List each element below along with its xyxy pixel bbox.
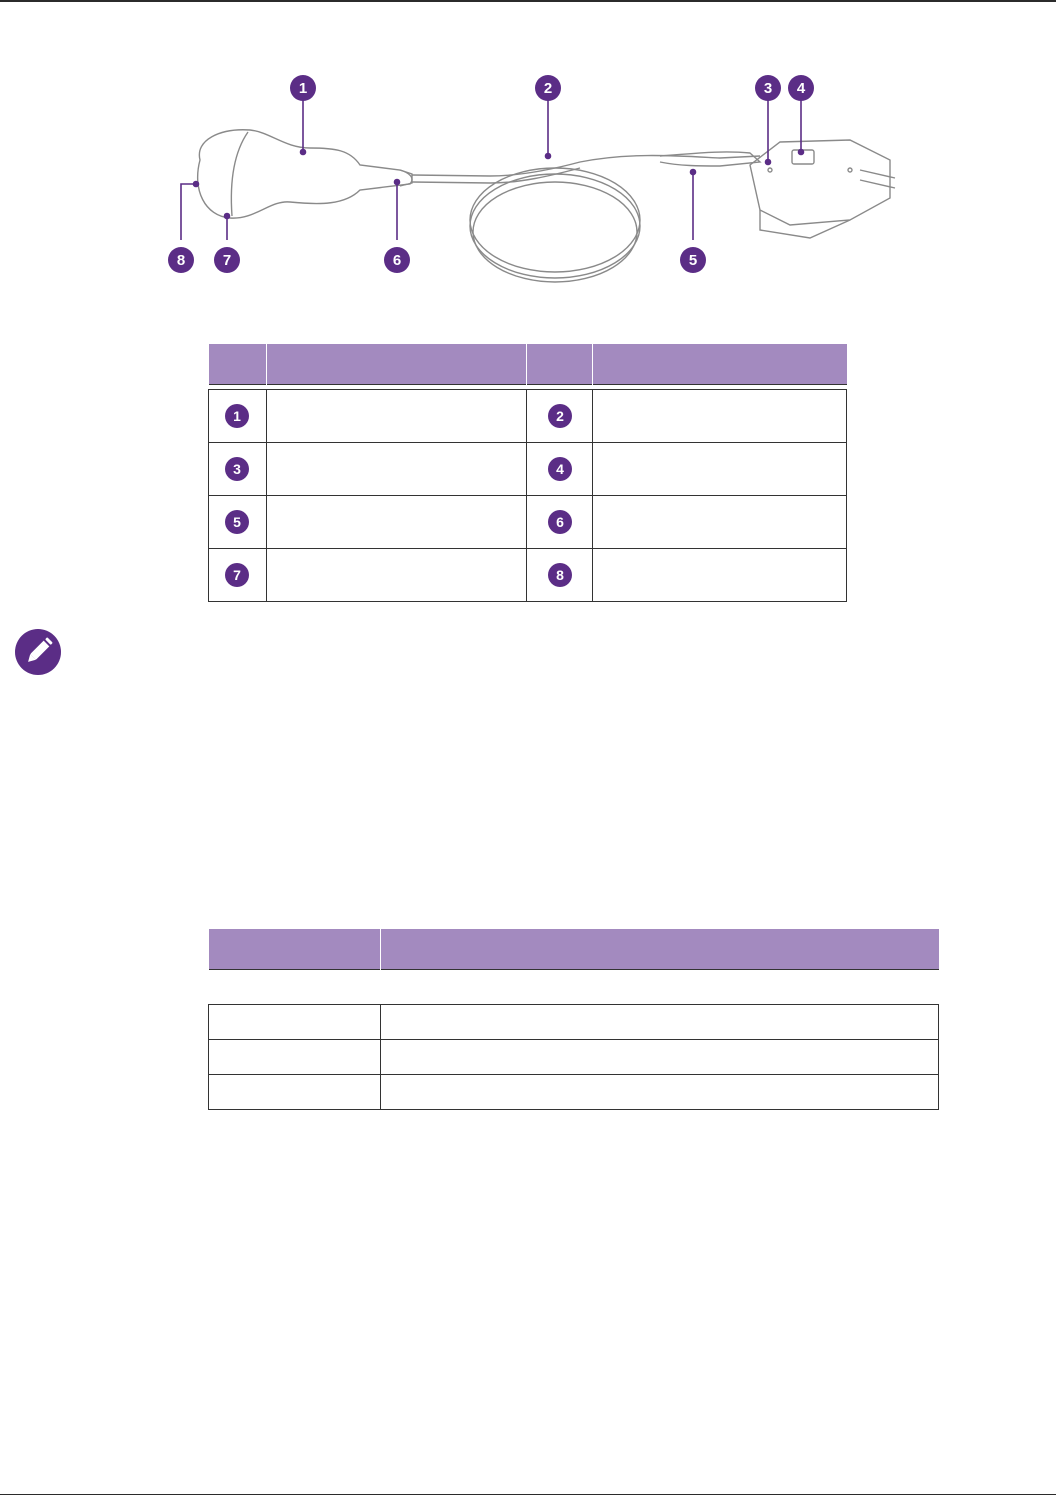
svg-text:3: 3	[763, 80, 773, 97]
number-badge	[547, 562, 573, 588]
spec-value-cell	[380, 1075, 938, 1110]
number-badge	[224, 403, 250, 429]
svg-text:8: 8	[556, 567, 564, 583]
description-cell	[266, 443, 527, 496]
spec-table-header	[209, 929, 939, 970]
description-cell	[266, 549, 527, 602]
number-badge	[224, 456, 250, 482]
svg-text:2: 2	[543, 80, 553, 97]
svg-text:7: 7	[233, 567, 242, 583]
callout-6	[384, 247, 410, 273]
description-cell	[266, 390, 527, 443]
probe-lens-line	[231, 132, 248, 216]
spec-value-cell	[380, 1040, 938, 1075]
number-badge	[224, 562, 250, 588]
header-cell	[209, 344, 267, 385]
table-row	[209, 1005, 939, 1040]
number-badge	[547, 456, 573, 482]
header-cell	[380, 929, 938, 970]
svg-text:2: 2	[556, 408, 564, 424]
description-cell	[593, 549, 847, 602]
table-row	[209, 390, 847, 443]
number-badge-cell	[527, 390, 593, 443]
callout-1	[290, 75, 316, 101]
number-badge	[547, 509, 573, 535]
number-badge-cell	[209, 390, 267, 443]
svg-text:6: 6	[392, 252, 402, 269]
top-rule	[0, 0, 1056, 2]
svg-text:6: 6	[556, 514, 564, 530]
spec-table	[208, 929, 939, 1110]
callout-7	[214, 247, 240, 273]
callout-3	[755, 75, 781, 101]
svg-text:5: 5	[233, 514, 242, 530]
svg-text:4: 4	[796, 80, 806, 97]
number-badge-cell	[527, 496, 593, 549]
svg-text:8: 8	[176, 252, 186, 269]
number-badge-cell	[527, 443, 593, 496]
table-row	[209, 549, 847, 602]
number-badge	[547, 403, 573, 429]
table-row	[209, 1075, 939, 1110]
number-badge-cell	[527, 549, 593, 602]
number-badge-cell	[209, 443, 267, 496]
svg-text:4: 4	[556, 461, 564, 477]
callout-4	[788, 75, 814, 101]
svg-text:5: 5	[688, 252, 698, 269]
callout-8	[168, 247, 194, 273]
description-cell	[593, 443, 847, 496]
svg-text:3: 3	[233, 461, 242, 477]
header-cell	[527, 344, 593, 385]
spec-label-cell	[209, 1005, 381, 1040]
svg-text:7: 7	[222, 252, 232, 269]
svg-text:1: 1	[233, 408, 242, 424]
description-cell	[593, 496, 847, 549]
callout-2	[535, 75, 561, 101]
header-cell	[209, 929, 381, 970]
svg-text:1: 1	[298, 80, 308, 97]
parts-table-header	[209, 344, 847, 385]
callout-5	[680, 247, 706, 273]
spec-value-cell	[380, 1005, 938, 1040]
pencil-note-icon	[14, 628, 62, 676]
description-cell	[266, 496, 527, 549]
parts-table	[208, 344, 847, 602]
table-row	[209, 496, 847, 549]
number-badge	[224, 509, 250, 535]
connector-strain-relief	[660, 152, 760, 166]
spec-label-cell	[209, 1040, 381, 1075]
probe-head	[198, 130, 412, 218]
header-cell	[266, 344, 527, 385]
header-cell	[593, 344, 847, 385]
description-cell	[593, 390, 847, 443]
probe-illustration	[160, 70, 900, 295]
number-badge-cell	[209, 496, 267, 549]
number-badge-cell	[209, 549, 267, 602]
bottom-rule	[0, 1494, 1056, 1495]
table-row	[209, 1040, 939, 1075]
cable-coil	[470, 168, 640, 272]
table-row	[209, 443, 847, 496]
spec-label-cell	[209, 1075, 381, 1110]
